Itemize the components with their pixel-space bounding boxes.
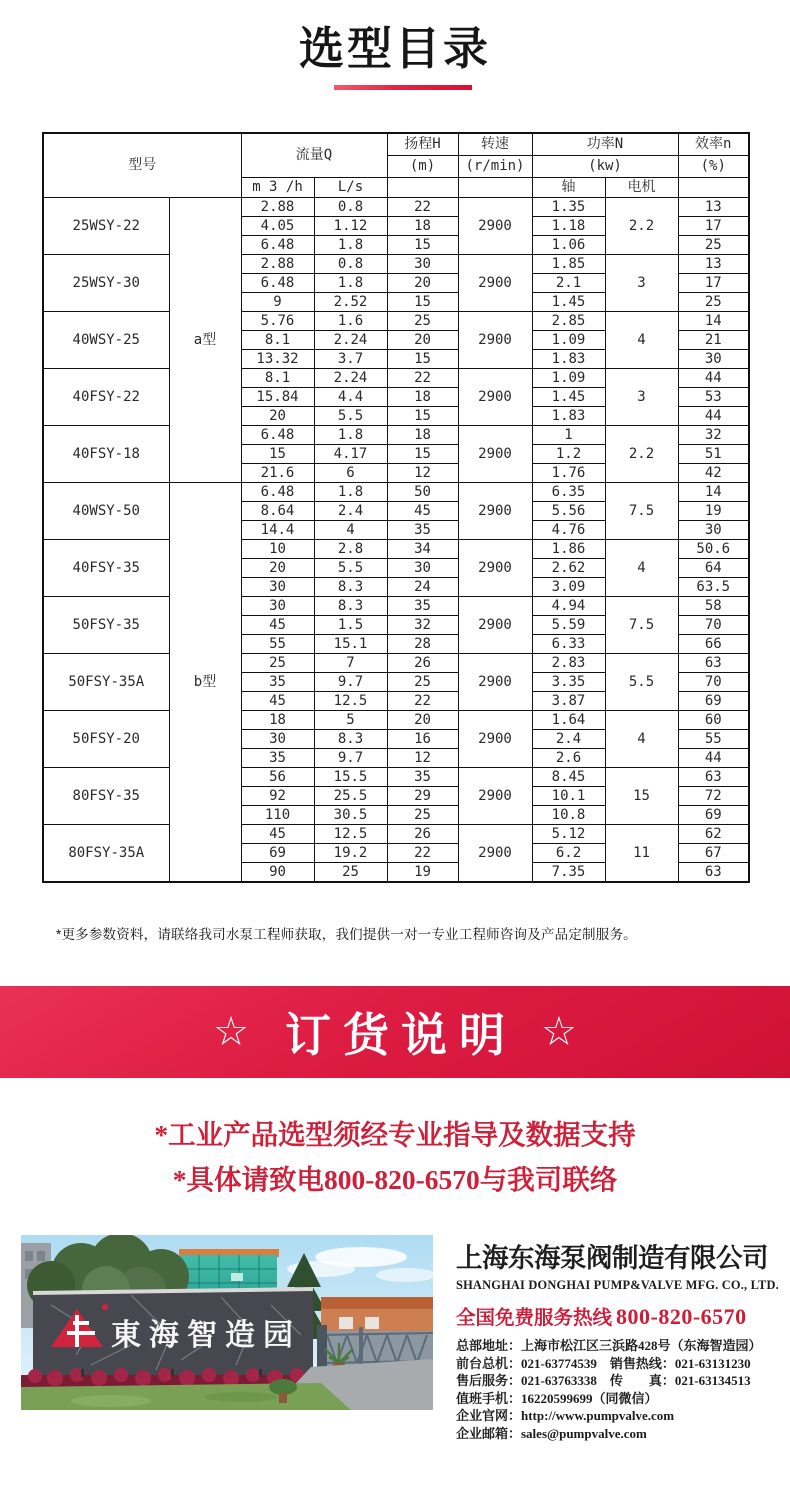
efficiency-cell: 42 <box>678 464 749 483</box>
flow-m3h-cell: 45 <box>241 616 314 635</box>
flow-m3h-cell: 8.1 <box>241 331 314 350</box>
flow-ls-cell: 1.8 <box>314 483 387 502</box>
efficiency-cell: 17 <box>678 274 749 293</box>
flow-ls-cell: 4 <box>314 521 387 540</box>
table-row <box>43 825 749 844</box>
flow-m3h-cell: 30 <box>241 597 314 616</box>
head-cell: 15 <box>387 236 458 255</box>
flow-m3h-cell: 2.88 <box>241 255 314 274</box>
flow-ls-cell: 7 <box>314 654 387 673</box>
efficiency-cell: 30 <box>678 350 749 369</box>
efficiency-cell: 63 <box>678 863 749 883</box>
head-cell: 28 <box>387 635 458 654</box>
table-row <box>43 597 749 616</box>
speed-cell: 2900 <box>458 597 532 654</box>
efficiency-cell: 66 <box>678 635 749 654</box>
table-row <box>43 768 749 787</box>
lawn <box>21 1383 351 1410</box>
shaft-power-cell: 2.62 <box>532 559 605 578</box>
shaft-power-cell: 1.83 <box>532 350 605 369</box>
efficiency-cell: 21 <box>678 331 749 350</box>
shaft-power-cell: 1 <box>532 426 605 445</box>
header-power: 功率N <box>532 133 678 156</box>
efficiency-cell: 19 <box>678 502 749 521</box>
table-row <box>43 654 749 673</box>
flow-ls-cell: 8.3 <box>314 578 387 597</box>
head-cell: 26 <box>387 825 458 844</box>
efficiency-cell: 70 <box>678 673 749 692</box>
efficiency-cell: 63 <box>678 768 749 787</box>
table-row <box>43 483 749 502</box>
flow-ls-cell: 12.5 <box>314 825 387 844</box>
flow-m3h-cell: 92 <box>241 787 314 806</box>
motor-power-cell: 4 <box>605 540 678 597</box>
flow-m3h-cell: 4.05 <box>241 217 314 236</box>
shaft-power-cell: 5.56 <box>532 502 605 521</box>
model-cell: 50FSY-35 <box>43 597 169 654</box>
header-speed-unit: (r/min) <box>458 156 532 178</box>
shaft-power-cell: 2.85 <box>532 312 605 331</box>
head-cell: 29 <box>387 787 458 806</box>
model-cell: 40FSY-35 <box>43 540 169 597</box>
efficiency-cell: 70 <box>678 616 749 635</box>
motor-power-cell: 7.5 <box>605 597 678 654</box>
contact-line: 总部地址：上海市松江区三浜路428号（东海智造园） <box>456 1338 762 1353</box>
speed-cell: 2900 <box>458 654 532 711</box>
head-cell: 35 <box>387 521 458 540</box>
head-cell: 35 <box>387 768 458 787</box>
flow-ls-cell: 2.4 <box>314 502 387 521</box>
banner-title: 订货说明 <box>285 1008 517 1062</box>
flow-m3h-cell: 8.64 <box>241 502 314 521</box>
flow-ls-cell: 4.4 <box>314 388 387 407</box>
shaft-power-cell: 1.83 <box>532 407 605 426</box>
header-head: 扬程H <box>387 133 458 156</box>
shaft-power-cell: 1.09 <box>532 331 605 350</box>
shaft-power-cell: 1.09 <box>532 369 605 388</box>
header-blank <box>678 178 749 198</box>
flow-ls-cell: 19.2 <box>314 844 387 863</box>
red-notes <box>0 1112 790 1202</box>
flow-ls-cell: 1.8 <box>314 426 387 445</box>
efficiency-cell: 25 <box>678 293 749 312</box>
flow-m3h-cell: 2.88 <box>241 198 314 217</box>
company-name-en: SHANGHAI DONGHAI PUMP&VALVE MFG. CO., LTD. <box>456 1278 779 1292</box>
shaft-power-cell: 1.86 <box>532 540 605 559</box>
flow-ls-cell: 1.8 <box>314 274 387 293</box>
flow-ls-cell: 2.24 <box>314 369 387 388</box>
head-cell: 20 <box>387 274 458 293</box>
model-cell: 40WSY-25 <box>43 312 169 369</box>
efficiency-cell: 67 <box>678 844 749 863</box>
table-row <box>43 711 749 730</box>
flow-m3h-cell: 6.48 <box>241 426 314 445</box>
table-row <box>43 312 749 331</box>
flow-m3h-cell: 30 <box>241 578 314 597</box>
efficiency-cell: 62 <box>678 825 749 844</box>
head-cell: 34 <box>387 540 458 559</box>
shaft-power-cell: 8.45 <box>532 768 605 787</box>
head-cell: 16 <box>387 730 458 749</box>
flow-m3h-cell: 10 <box>241 540 314 559</box>
flow-ls-cell: 8.3 <box>314 730 387 749</box>
motor-power-cell: 4 <box>605 312 678 369</box>
shaft-power-cell: 1.06 <box>532 236 605 255</box>
speed-cell: 2900 <box>458 369 532 426</box>
header-power-motor: 电机 <box>605 178 678 198</box>
efficiency-cell: 63.5 <box>678 578 749 597</box>
header-power-unit: (kw) <box>532 156 678 178</box>
flow-ls-cell: 6 <box>314 464 387 483</box>
efficiency-cell: 30 <box>678 521 749 540</box>
head-cell: 12 <box>387 464 458 483</box>
flow-ls-cell: 9.7 <box>314 749 387 768</box>
shaft-power-cell: 1.35 <box>532 198 605 217</box>
shaft-power-cell: 1.2 <box>532 445 605 464</box>
shaft-power-cell: 6.35 <box>532 483 605 502</box>
header-head-unit: (m) <box>387 156 458 178</box>
flow-m3h-cell: 35 <box>241 673 314 692</box>
model-cell: 80FSY-35A <box>43 825 169 883</box>
efficiency-cell: 64 <box>678 559 749 578</box>
efficiency-cell: 44 <box>678 369 749 388</box>
efficiency-cell: 51 <box>678 445 749 464</box>
efficiency-cell: 58 <box>678 597 749 616</box>
flow-ls-cell: 30.5 <box>314 806 387 825</box>
head-cell: 25 <box>387 673 458 692</box>
header-model: 型号 <box>43 133 241 198</box>
flow-ls-cell: 12.5 <box>314 692 387 711</box>
flow-ls-cell: 2.52 <box>314 293 387 312</box>
sign-wall <box>33 1287 313 1379</box>
efficiency-cell: 13 <box>678 198 749 217</box>
flow-m3h-cell: 110 <box>241 806 314 825</box>
flow-m3h-cell: 21.6 <box>241 464 314 483</box>
shaft-power-cell: 4.94 <box>532 597 605 616</box>
shaft-power-cell: 2.83 <box>532 654 605 673</box>
star-icon: ☆ <box>541 1010 577 1054</box>
contact-line: 售后服务：021-63763338 传 真：021-63134513 <box>456 1373 751 1389</box>
flow-ls-cell: 9.7 <box>314 673 387 692</box>
efficiency-cell: 32 <box>678 426 749 445</box>
head-cell: 24 <box>387 578 458 597</box>
order-info-banner <box>0 986 790 1078</box>
head-cell: 19 <box>387 863 458 883</box>
head-cell: 30 <box>387 559 458 578</box>
shaft-power-cell: 1.18 <box>532 217 605 236</box>
header-efficiency: 效率n <box>678 133 749 156</box>
speed-cell: 2900 <box>458 255 532 312</box>
efficiency-cell: 17 <box>678 217 749 236</box>
model-cell: 50FSY-35A <box>43 654 169 711</box>
flow-ls-cell: 5.5 <box>314 407 387 426</box>
model-cell: 25WSY-22 <box>43 198 169 255</box>
flow-m3h-cell: 6.48 <box>241 236 314 255</box>
speed-cell: 2900 <box>458 426 532 483</box>
flow-ls-cell: 5 <box>314 711 387 730</box>
shaft-power-cell: 6.2 <box>532 844 605 863</box>
shaft-power-cell: 1.45 <box>532 293 605 312</box>
flow-ls-cell: 0.8 <box>314 255 387 274</box>
flow-ls-cell: 25.5 <box>314 787 387 806</box>
motor-power-cell: 7.5 <box>605 483 678 540</box>
flow-m3h-cell: 55 <box>241 635 314 654</box>
flow-ls-cell: 15.5 <box>314 768 387 787</box>
motor-power-cell: 5.5 <box>605 654 678 711</box>
speed-cell: 2900 <box>458 198 532 255</box>
motor-power-cell: 2.2 <box>605 426 678 483</box>
efficiency-cell: 13 <box>678 255 749 274</box>
type-group-cell: b型 <box>169 483 241 883</box>
efficiency-cell: 72 <box>678 787 749 806</box>
motor-power-cell: 2.2 <box>605 198 678 255</box>
flow-ls-cell: 2.8 <box>314 540 387 559</box>
model-cell: 40WSY-50 <box>43 483 169 540</box>
flow-m3h-cell: 9 <box>241 293 314 312</box>
company-info <box>456 1236 779 1443</box>
shaft-power-cell: 4.76 <box>532 521 605 540</box>
motor-power-cell: 3 <box>605 255 678 312</box>
shaft-power-cell: 2.4 <box>532 730 605 749</box>
flow-ls-cell: 4.17 <box>314 445 387 464</box>
head-cell: 20 <box>387 711 458 730</box>
flow-ls-cell: 5.5 <box>314 559 387 578</box>
flow-m3h-cell: 25 <box>241 654 314 673</box>
speed-cell: 2900 <box>458 483 532 540</box>
flow-ls-cell: 1.6 <box>314 312 387 331</box>
efficiency-cell: 44 <box>678 407 749 426</box>
flow-m3h-cell: 13.32 <box>241 350 314 369</box>
table-row <box>43 369 749 388</box>
contact-line: 企业官网：http://www.pumpvalve.com <box>456 1408 675 1424</box>
efficiency-cell: 50.6 <box>678 540 749 559</box>
motor-power-cell: 4 <box>605 711 678 768</box>
flow-m3h-cell: 69 <box>241 844 314 863</box>
efficiency-cell: 69 <box>678 806 749 825</box>
flow-m3h-cell: 6.48 <box>241 483 314 502</box>
table-row <box>43 540 749 559</box>
shaft-power-cell: 6.33 <box>532 635 605 654</box>
shaft-power-cell: 2.6 <box>532 749 605 768</box>
efficiency-cell: 53 <box>678 388 749 407</box>
hotline-label: 全国免费服务热线 <box>456 1308 613 1329</box>
flow-m3h-cell: 90 <box>241 863 314 883</box>
table-row <box>43 255 749 274</box>
table-row <box>43 198 749 217</box>
model-cell: 50FSY-20 <box>43 711 169 768</box>
speed-cell: 2900 <box>458 540 532 597</box>
flow-m3h-cell: 8.1 <box>241 369 314 388</box>
head-cell: 45 <box>387 502 458 521</box>
contact-lines <box>456 1337 776 1443</box>
contact-line: 前台总机：021-63774539 销售热线：021-63131230 <box>456 1355 751 1371</box>
head-cell: 35 <box>387 597 458 616</box>
efficiency-cell: 63 <box>678 654 749 673</box>
selection-table-wrap <box>42 132 750 883</box>
type-group-cell: a型 <box>169 198 241 483</box>
header-flow-m3h: m 3 /h <box>241 178 314 198</box>
flow-m3h-cell: 18 <box>241 711 314 730</box>
header-flow-ls: L/s <box>314 178 387 198</box>
head-cell: 18 <box>387 217 458 236</box>
shaft-power-cell: 1.76 <box>532 464 605 483</box>
shaft-power-cell: 7.35 <box>532 863 605 883</box>
flow-ls-cell: 2.24 <box>314 331 387 350</box>
company-name: 上海东海泵阀制造有限公司 <box>456 1243 768 1274</box>
flow-m3h-cell: 56 <box>241 768 314 787</box>
selection-table-body <box>43 198 749 883</box>
motor-power-cell: 15 <box>605 768 678 825</box>
flow-m3h-cell: 30 <box>241 730 314 749</box>
head-cell: 15 <box>387 350 458 369</box>
sign-text: 東海智造园 <box>111 1319 301 1352</box>
header-blank <box>387 178 458 198</box>
shaft-power-cell: 3.09 <box>532 578 605 597</box>
shaft-power-cell: 5.59 <box>532 616 605 635</box>
head-cell: 25 <box>387 806 458 825</box>
efficiency-cell: 69 <box>678 692 749 711</box>
flow-ls-cell: 3.7 <box>314 350 387 369</box>
header-efficiency-unit: (%) <box>678 156 749 178</box>
efficiency-cell: 60 <box>678 711 749 730</box>
head-cell: 15 <box>387 293 458 312</box>
motor-power-cell: 3 <box>605 369 678 426</box>
header-flow: 流量Q <box>241 133 387 178</box>
shaft-power-cell: 3.87 <box>532 692 605 711</box>
flow-m3h-cell: 45 <box>241 692 314 711</box>
speed-cell: 2900 <box>458 768 532 825</box>
table-footnote: *更多参数资料，请联络我司水泵工程师获取，我们提供一对一专业工程师咨询及产品定制服务。 <box>56 927 637 942</box>
title-underline <box>334 85 472 90</box>
selection-table-header <box>43 133 749 198</box>
company-entrance-photo <box>21 1235 433 1410</box>
head-cell: 12 <box>387 749 458 768</box>
orange-roof <box>321 1297 433 1311</box>
flow-m3h-cell: 20 <box>241 407 314 426</box>
flow-m3h-cell: 6.48 <box>241 274 314 293</box>
flow-m3h-cell: 14.4 <box>241 521 314 540</box>
contact-line: 值班手机：16220599699（同微信） <box>456 1390 658 1406</box>
flow-ls-cell: 1.5 <box>314 616 387 635</box>
flow-ls-cell: 15.1 <box>314 635 387 654</box>
model-cell: 40FSY-18 <box>43 426 169 483</box>
table-row <box>43 426 749 445</box>
star-icon: ☆ <box>213 1010 249 1054</box>
model-cell: 40FSY-22 <box>43 369 169 426</box>
speed-cell: 2900 <box>458 312 532 369</box>
efficiency-cell: 14 <box>678 312 749 331</box>
shaft-power-cell: 3.35 <box>532 673 605 692</box>
flow-m3h-cell: 15 <box>241 445 314 464</box>
note-line: *具体请致电800-820-6570与我司联络 <box>172 1164 618 1195</box>
model-cell: 25WSY-30 <box>43 255 169 312</box>
shaft-power-cell: 1.45 <box>532 388 605 407</box>
flow-m3h-cell: 15.84 <box>241 388 314 407</box>
flow-m3h-cell: 20 <box>241 559 314 578</box>
flow-ls-cell: 8.3 <box>314 597 387 616</box>
note-line: *工业产品选型须经专业指导及数据支持 <box>154 1119 636 1150</box>
flow-ls-cell: 1.8 <box>314 236 387 255</box>
head-cell: 26 <box>387 654 458 673</box>
head-cell: 30 <box>387 255 458 274</box>
flow-m3h-cell: 35 <box>241 749 314 768</box>
shaft-power-cell: 10.1 <box>532 787 605 806</box>
speed-cell: 2900 <box>458 825 532 883</box>
head-cell: 15 <box>387 445 458 464</box>
head-cell: 22 <box>387 692 458 711</box>
head-cell: 22 <box>387 369 458 388</box>
flow-ls-cell: 0.8 <box>314 198 387 217</box>
head-cell: 50 <box>387 483 458 502</box>
model-cell: 80FSY-35 <box>43 768 169 825</box>
head-cell: 32 <box>387 616 458 635</box>
header-power-shaft: 轴 <box>532 178 605 198</box>
shaft-power-cell: 1.64 <box>532 711 605 730</box>
page-title: 选型目录 <box>298 22 491 75</box>
shaft-power-cell: 10.8 <box>532 806 605 825</box>
shaft-power-cell: 1.85 <box>532 255 605 274</box>
efficiency-cell: 55 <box>678 730 749 749</box>
head-cell: 22 <box>387 198 458 217</box>
head-cell: 15 <box>387 407 458 426</box>
efficiency-cell: 25 <box>678 236 749 255</box>
motor-power-cell: 11 <box>605 825 678 883</box>
header-blank <box>458 178 532 198</box>
head-cell: 25 <box>387 312 458 331</box>
shaft-power-cell: 5.12 <box>532 825 605 844</box>
head-cell: 20 <box>387 331 458 350</box>
shaft-power-cell: 2.1 <box>532 274 605 293</box>
contact-line: 企业邮箱：sales@pumpvalve.com <box>456 1425 647 1441</box>
flow-ls-cell: 25 <box>314 863 387 883</box>
speed-cell: 2900 <box>458 711 532 768</box>
service-hotline <box>456 1302 776 1330</box>
efficiency-cell: 14 <box>678 483 749 502</box>
head-cell: 18 <box>387 388 458 407</box>
head-cell: 22 <box>387 844 458 863</box>
head-cell: 18 <box>387 426 458 445</box>
selection-table <box>42 132 750 883</box>
flow-m3h-cell: 5.76 <box>241 312 314 331</box>
efficiency-cell: 44 <box>678 749 749 768</box>
flow-ls-cell: 1.12 <box>314 217 387 236</box>
flow-m3h-cell: 45 <box>241 825 314 844</box>
header-speed: 转速 <box>458 133 532 156</box>
hotline-number: 800-820-6570 <box>616 1304 747 1329</box>
